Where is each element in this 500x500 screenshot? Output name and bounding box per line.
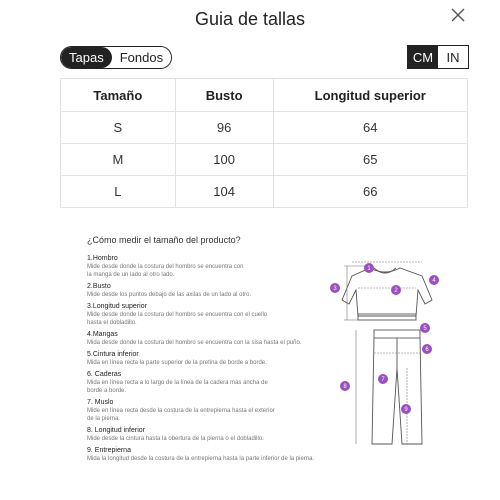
svg-text:5: 5 [423,326,427,333]
svg-text:3: 3 [333,286,337,293]
pants-dimension-lines [356,330,420,444]
table-cell: 104 [175,176,273,208]
table-cell: L [61,176,176,208]
measurement-guide [78,218,458,500]
table-cell: 100 [175,144,273,176]
unit-in-button[interactable]: IN [446,49,460,65]
guide-item [87,331,342,347]
guide-title: ¿Cómo medir el tamaño del producto? [87,235,241,245]
guide-item-desc: Mide desde donde la costura del hombro se encuentra con el cuello hasta el dobladillo. [87,312,268,326]
guide-item-desc: Mide desde donde la costura del hombro se encuentra con la manga de un lado al otro lado. [87,264,244,278]
guide-item-desc: Mida desde donde la costura del hombro se encuentra con la sisa hasta el puño. [87,340,302,346]
guide-item [87,255,342,279]
category-toggle [60,46,172,69]
table-row [61,112,468,144]
guide-item-desc: Mida la longitud desde la costura de la entrepierna hasta la parte inferior de la pierna. [87,456,315,462]
guide-item [87,351,342,367]
svg-text:9: 9 [404,407,408,414]
table-cell: 96 [175,112,273,144]
guide-item-desc: Mida en línea recta la parte superior de la pretina de borde a borde. [87,360,267,366]
column-header: Tamaño [61,79,176,112]
guide-item-heading: 7. Muslo [87,399,114,406]
close-button[interactable] [447,4,469,26]
guide-item [87,303,342,327]
size-table [60,78,468,208]
table-row [61,176,468,208]
unit-toggle [407,45,469,69]
guide-item-heading: 4.Mangas [87,331,118,338]
page-title: Guia de tallas [194,9,306,29]
guide-item-heading: 1.Hombro [87,255,118,262]
unit-cm-button[interactable]: CM [408,46,438,68]
table-cell: S [61,112,176,144]
table-header-row [61,79,468,112]
svg-text:7: 7 [381,377,385,384]
guide-item [87,427,342,443]
svg-text:6: 6 [425,347,429,354]
table-row [61,144,468,176]
table-cell: 66 [273,176,467,208]
guide-item [87,399,342,423]
column-header: Busto [175,79,273,112]
sweater-outline [342,268,432,320]
svg-text:4: 4 [432,278,436,285]
svg-text:1: 1 [367,266,371,273]
svg-text:2: 2 [394,288,398,295]
table-cell: 64 [273,112,467,144]
guide-item-heading: 3.Longitud superior [87,303,147,310]
garment-measurement-illustration [330,258,445,458]
pants-outline [372,330,422,444]
svg-text:8: 8 [343,384,347,391]
close-icon [450,7,466,23]
guide-list [87,255,342,467]
tab-tapas[interactable]: Tapas [61,47,112,68]
guide-item-desc: Mida en línea recta a lo largo de la línea de la cadera más ancha de borde a borde. [87,380,268,394]
guide-item-heading: 9. Entrepierna [87,447,131,454]
table-cell: 65 [273,144,467,176]
column-header: Longitud superior [273,79,467,112]
guide-item [87,447,342,463]
guide-item-desc: Mide en línea recta desde la costura de la entrepierna hasta el exterior de la pierna. [87,408,275,422]
guide-item-desc: Mide desde los puntos debajo de las axilas de un lado al otro. [87,292,252,298]
guide-item-desc: Mide desde la cintura hasta la obertura de la pierna o el dobladillo. [87,436,264,442]
guide-item-heading: 2.Busto [87,283,111,290]
guide-item-heading: 8. Longitud inferior [87,427,145,434]
guide-item-heading: 6. Caderas [87,371,122,378]
guide-item [87,283,342,299]
tab-fondos[interactable]: Fondos [112,47,171,68]
measurement-markers [330,263,439,414]
table-cell: M [61,144,176,176]
guide-item-heading: 5.Cintura inferior [87,351,139,358]
guide-item [87,371,342,395]
